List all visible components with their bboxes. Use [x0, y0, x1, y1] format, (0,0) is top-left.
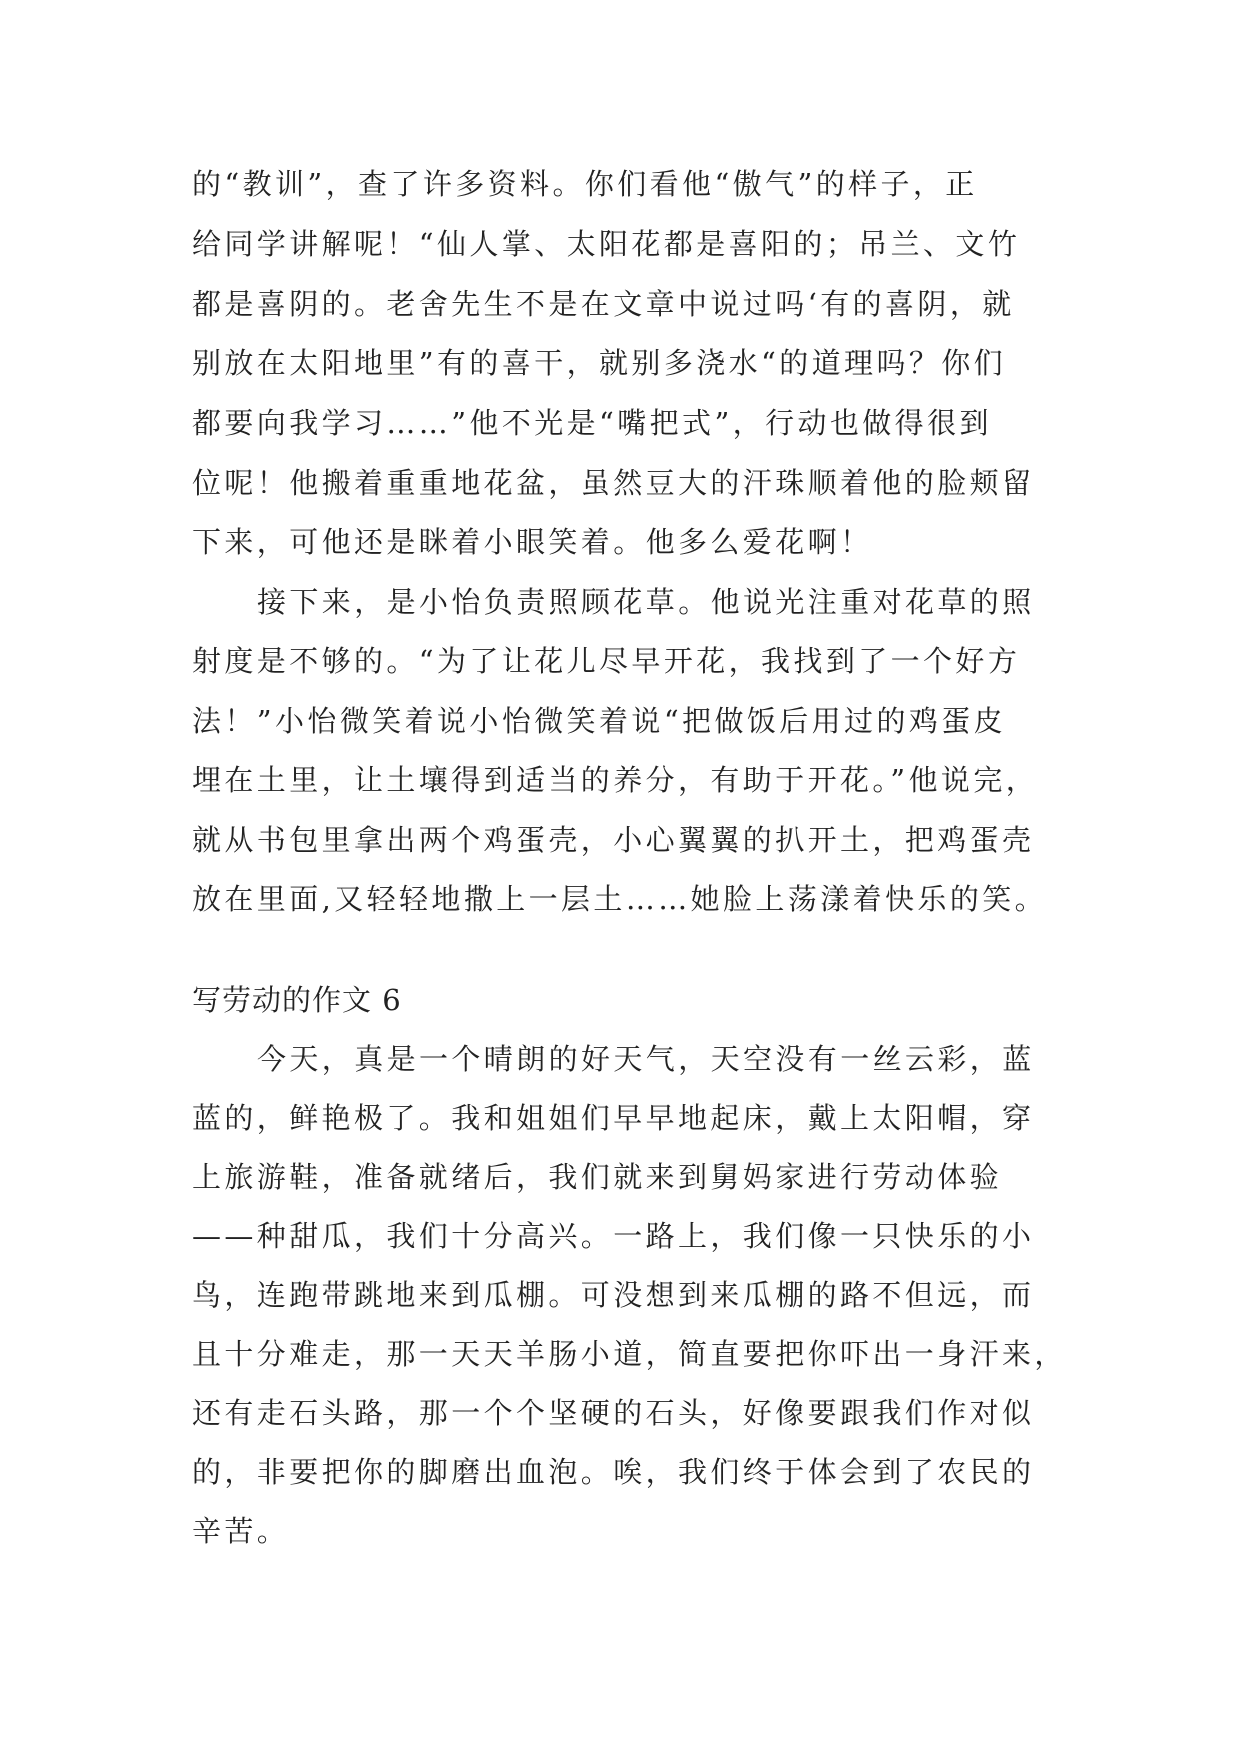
- text-line: 给同学讲解呢！“仙人掌、太阳花都是喜阳的；吊兰、文竹: [192, 227, 1021, 261]
- text-line: 位呢！他搬着重重地花盆，虽然豆大的汗珠顺着他的脸颊留: [192, 466, 1035, 500]
- text-line: 法！”小怡微笑着说小怡微笑着说“把做饭后用过的鸡蛋皮: [192, 704, 1007, 738]
- text-line: 鸟，连跑带跳地来到瓜棚。可没想到来瓜棚的路不但远，而: [192, 1278, 1035, 1312]
- paragraph-first-line: 今天，真是一个晴朗的好天气，天空没有一丝云彩，蓝: [257, 1042, 1035, 1076]
- text-line: 的，非要把你的脚磨出血泡。唉，我们终于体会到了农民的: [192, 1455, 1035, 1489]
- text-line: 都要向我学习……”他不光是“嘴把式”，行动也做得很到: [192, 406, 992, 440]
- text-line: 就从书包里拿出两个鸡蛋壳，小心翼翼的扒开土，把鸡蛋壳: [192, 823, 1035, 857]
- text-line: ——种甜瓜，我们十分高兴。一路上，我们像一只快乐的小: [192, 1219, 1035, 1253]
- paragraph-first-line: 接下来，是小怡负责照顾花草。他说光注重对花草的照: [257, 585, 1035, 619]
- text-line: 埋在土里，让土壤得到适当的养分，有助于开花。”他说完，: [192, 763, 1039, 797]
- text-line: 蓝的，鲜艳极了。我和姐姐们早早地起床，戴上太阳帽，穿: [192, 1101, 1035, 1135]
- section-heading: 写劳动的作文 6: [192, 983, 402, 1017]
- text-line: 别放在太阳地里”有的喜干，就别多浇水“的道理吗？你们: [192, 346, 1007, 380]
- text-line: 还有走石头路，那一个个坚硬的石头，好像要跟我们作对似: [192, 1396, 1035, 1430]
- text-line: 下来，可他还是眯着小眼笑着。他多么爱花啊！: [192, 525, 873, 559]
- text-line: 上旅游鞋，准备就绪后，我们就来到舅妈家进行劳动体验: [192, 1160, 1003, 1194]
- text-line: 的“教训”，查了许多资料。你们看他“傲气”的样子，正: [192, 167, 978, 201]
- text-line: 且十分难走，那一天天羊肠小道，简直要把你吓出一身汗来，: [192, 1337, 1067, 1371]
- text-line: 辛苦。: [192, 1514, 290, 1548]
- text-line: 放在里面,又轻轻地撒上一层土……她脸上荡漾着快乐的笑。: [192, 882, 1048, 916]
- text-line: 都是喜阴的。老舍先生不是在文章中说过吗‘有的喜阴，就: [192, 287, 1015, 321]
- text-line: 射度是不够的。“为了让花儿尽早开花，我找到了一个好方: [192, 644, 1021, 678]
